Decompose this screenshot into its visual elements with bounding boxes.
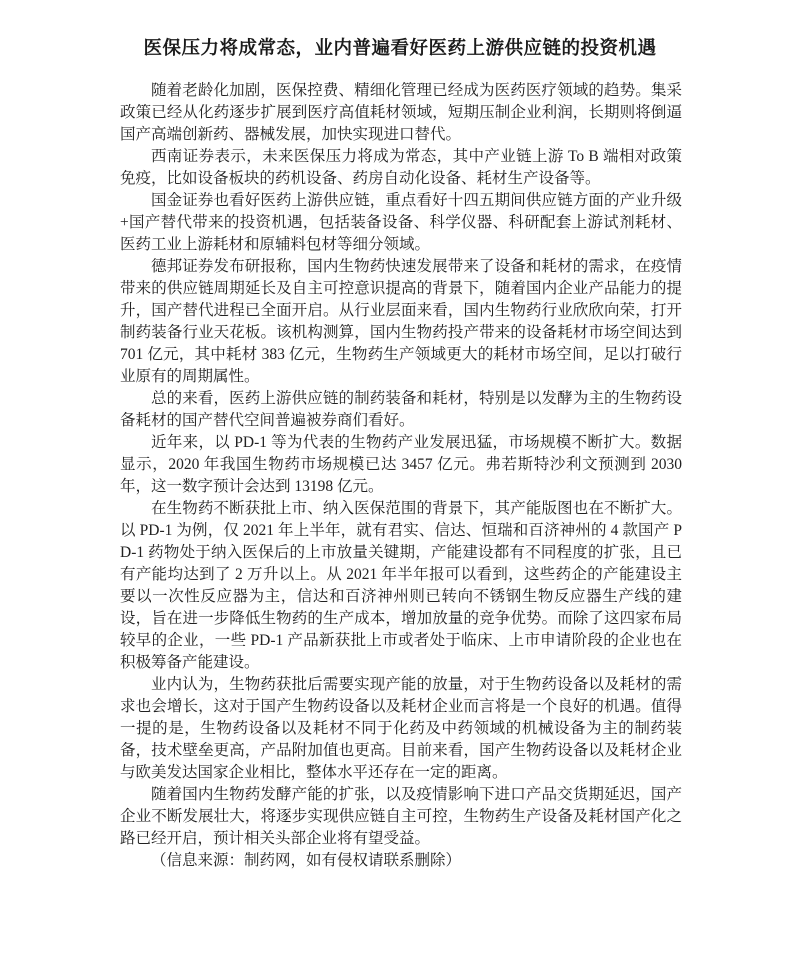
article-body — [120, 80, 682, 872]
paragraph-intro: 随着老龄化加剧，医保控费、精细化管理已经成为医药医疗领域的趋势。集采政策已经从化药逐步扩展到医疗高值耗材领域，短期压制企业利润，长期则将倒逼国产高端创新药、器械发展，加快实现进口替代。 — [120, 82, 682, 143]
paragraph-xinan-securities: 西南证券表示，未来医保压力将成为常态，其中产业链上游 To B 端相对政策免疫，比如设备板块的药机设备、药房自动化设备、耗材生产设备等。 — [120, 148, 682, 187]
paragraph-debang-securities: 德邦证券发布研报称，国内生物药快速发展带来了设备和耗材的需求，在疫情带来的供应链周期延长及自主可控意识提高的背景下，随着国内企业产品能力的提升，国产替代进程已全面开启。从行业层面来看，国内生物药行业欣欣向荣，打开制药装备行业天花板。该机构测算，国内生物药投产带来的设备耗材市场空间达到 701 亿元，其中耗材 383 亿元，生物药生产领域更大的耗材市场空间，足以打破行业原有的周期属性。 — [120, 258, 682, 385]
paragraph-pd1-capacity: 在生物药不断获批上市、纳入医保范围的背景下，其产能版图也在不断扩大。以 PD-1 为例，仅 2021 年上半年，就有君实、信达、恒瑞和百济神州的 4 款国产 PD-1 药物处于纳入医保后的上市放量关键期，产能建设都有不同程度的扩张，且已有产能均达到了 2 万升以上。从 2021 年半年报可以看到，这些药企的产能建设主要以一次性反应器为主，信达和百济神州则已转向不锈钢生物反应器生产线的建设，旨在进一步降低生物药的生产成本，增加放量的竞争优势。而除了这四家布局较早的企业，一些 PD-1 产品新获批上市或者处于临床、上市申请阶段的企业也在积极筹备产能建设。 — [120, 500, 682, 671]
article-title: 医保压力将成常态，业内普遍看好医药上游供应链的投资机遇 — [143, 39, 657, 59]
source-note: （信息来源：制药网，如有侵权请联系删除） — [151, 852, 462, 869]
paragraph-market-size: 近年来，以 PD-1 等为代表的生物药产业发展迅猛，市场规模不断扩大。数据显示，2020 年我国生物药市场规模已达 3457 亿元。弗若斯特沙利文预测到 2030 年，这一数字预计会达到 13198 亿元。 — [120, 434, 682, 495]
paragraph-summary: 总的来看，医药上游供应链的制药装备和耗材，特别是以发酵为主的生物药设备耗材的国产替代空间普遍被券商们看好。 — [120, 390, 682, 429]
paragraph-guojin-securities: 国金证券也看好医药上游供应链，重点看好十四五期间供应链方面的产业升级+国产替代带来的投资机遇，包括装备设备、科学仪器、科研配套上游试剂耗材、医药工业上游耗材和原辅料包材等细分领域。 — [120, 192, 682, 253]
paragraph-industry-view: 业内认为，生物药获批后需要实现产能的放量，对于生物药设备以及耗材的需求也会增长，这对于国产生物药设备以及耗材企业而言将是一个良好的机遇。值得一提的是，生物药设备以及耗材不同于化药及中药领域的机械设备为主的制药装备，技术壁垒更高，产品附加值也更高。目前来看，国产生物药设备以及耗材企业与欧美发达国家企业相比，整体水平还存在一定的距离。 — [120, 676, 682, 781]
paragraph-outlook: 随着国内生物药发酵产能的扩张，以及疫情影响下进口产品交货期延迟，国产企业不断发展壮大，将逐步实现供应链自主可控，生物药生产设备及耗材国产化之路已经开启，预计相关头部企业将有望受益。 — [120, 786, 682, 847]
